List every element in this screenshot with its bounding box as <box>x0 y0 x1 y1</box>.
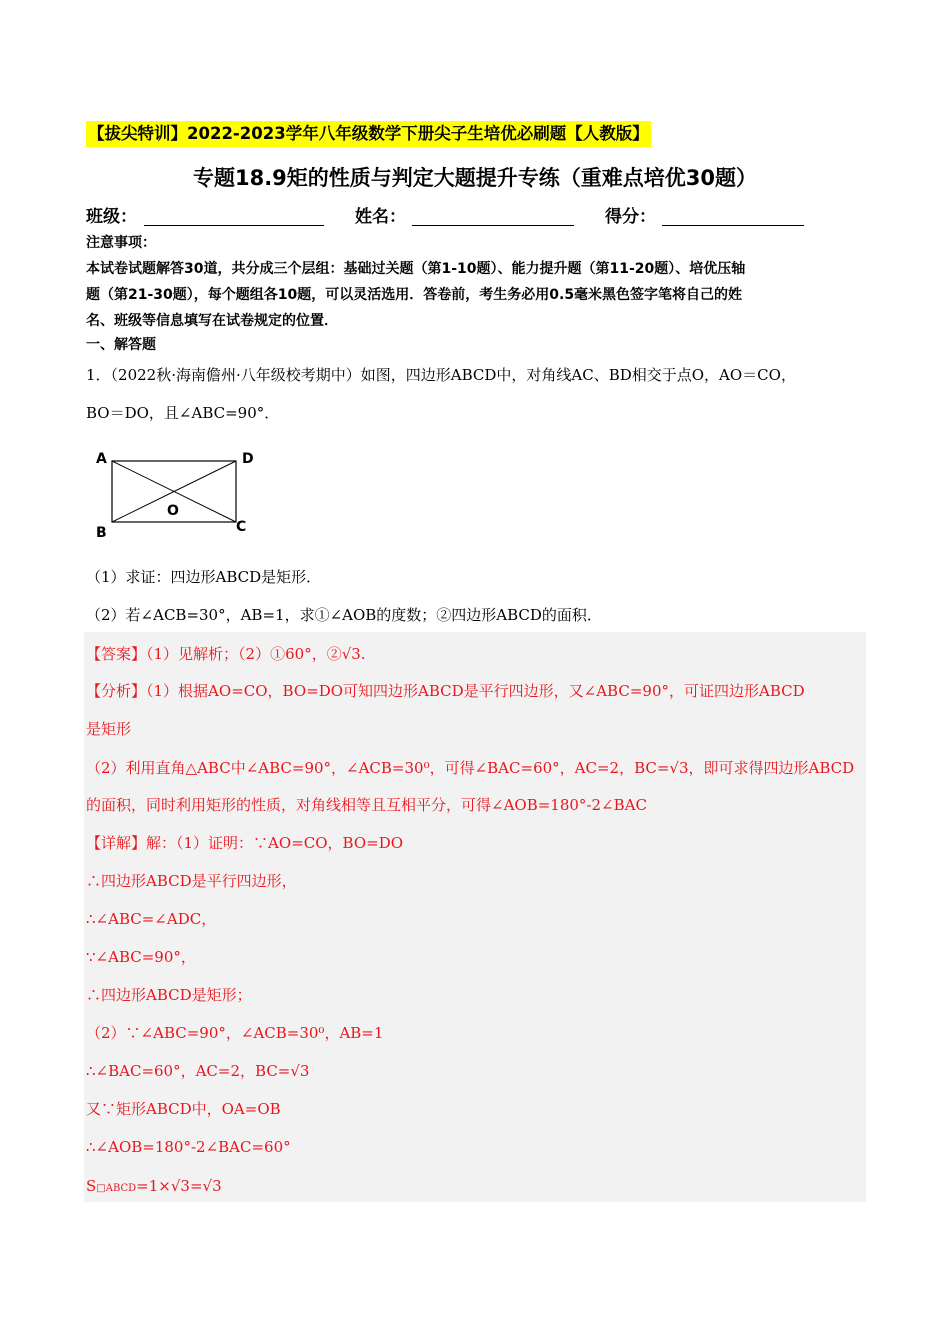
analysis-text-1: （1）根据AO=CO，BO=DO可知四边形ABCD是平行四边形，又∠ABC=90°，可证四边形ABCD <box>146 682 805 700</box>
notes-line-3: 名、班级等信息填写在试卷规定的位置． <box>86 313 338 329</box>
header-banner: 【拔尖特训】2022-2023学年八年级数学下册尖子生培优必刷题【人教版】 <box>86 121 651 147</box>
detail-line-6: （2）∵∠ABC=90°，∠ACB=30⁰，AB=1 <box>86 1024 384 1042</box>
question-part-1: （1）求证：四边形ABCD是矩形． <box>86 568 322 586</box>
notes-line-1: 本试卷试题解答30道，共分成三个层组：基础过关题（第1-10题）、能力提升题（第11-20题）、培优压轴 <box>86 261 746 277</box>
label-d: D <box>242 451 254 467</box>
name-field[interactable] <box>412 225 574 226</box>
name-label: 姓名： <box>355 207 406 227</box>
rectangle-figure <box>88 445 258 541</box>
notes-heading: 注意事项： <box>86 235 156 251</box>
section-heading: 一、解答题 <box>86 337 156 353</box>
area-subscript: □ABCD <box>96 1183 137 1194</box>
answer-tag: 【答案】 <box>86 645 147 663</box>
question-line-1: 1．（2022秋·海南儋州·八年级校考期中）如图，四边形ABCD中，对角线AC、BD相交于点O，AO＝CO， <box>86 366 796 384</box>
answer-text: （1）见解析；（2）①60°，②√3. <box>146 645 366 663</box>
class-label: 班级： <box>86 207 137 227</box>
detail-line-10 <box>86 1174 866 1201</box>
label-c: C <box>236 519 247 535</box>
label-o: O <box>167 503 179 519</box>
detail-line-4: ∵∠ABC=90°， <box>86 948 196 966</box>
question-part-2: （2）若∠ACB=30°，AB=1，求①∠AOB的度数；②四边形ABCD的面积． <box>86 606 602 624</box>
detail-tag: 【详解】 <box>86 834 147 852</box>
question-line-2: BO＝DO，且∠ABC=90°． <box>86 404 280 422</box>
score-label: 得分： <box>605 207 656 227</box>
class-field[interactable] <box>144 225 324 226</box>
analysis-line-3: （2）利用直角△ABC中∠ABC=90°，∠ACB=30⁰，可得∠BAC=60°，AC=2，BC=√3，即可求得四边形ABCD <box>86 759 855 777</box>
score-field[interactable] <box>662 225 804 226</box>
answer-line-1 <box>86 642 866 666</box>
detail-line-7: ∴∠BAC=60°，AC=2，BC=√3 <box>86 1062 310 1080</box>
detail-line-5: ∴四边形ABCD是矩形； <box>86 986 252 1004</box>
analysis-line-4: 的面积，同时利用矩形的性质，对角线相等且互相平分，可得∠AOB=180°-2∠BAC <box>86 796 647 814</box>
analysis-line-2: 是矩形 <box>86 720 132 738</box>
area-symbol: S <box>86 1177 97 1195</box>
notes-line-2: 题（第21-30题），每个题组各10题，可以灵活选用．答卷前，考生务必用0.5毫米黑色签字笔将自己的姓 <box>86 287 743 303</box>
analysis-tag: 【分析】 <box>86 682 147 700</box>
analysis-line-1 <box>86 679 866 703</box>
detail-line-8: 又∵矩形ABCD中，OA=OB <box>86 1100 281 1118</box>
detail-line-3: ∴∠ABC=∠ADC， <box>86 910 217 928</box>
detail-line-9: ∴∠AOB=180°-2∠BAC=60° <box>86 1138 291 1156</box>
page-title: 专题18.9矩的性质与判定大题提升专练（重难点培优30题） <box>192 166 758 190</box>
area-text: =1×√3=√3 <box>136 1177 222 1195</box>
label-a: A <box>96 451 107 467</box>
detail-line-2: ∴四边形ABCD是平行四边形， <box>86 872 297 890</box>
detail-line-1 <box>86 831 866 855</box>
label-b: B <box>96 525 107 541</box>
detail-text-1: 解：（1）证明：∵AO=CO，BO=DO <box>146 834 404 852</box>
